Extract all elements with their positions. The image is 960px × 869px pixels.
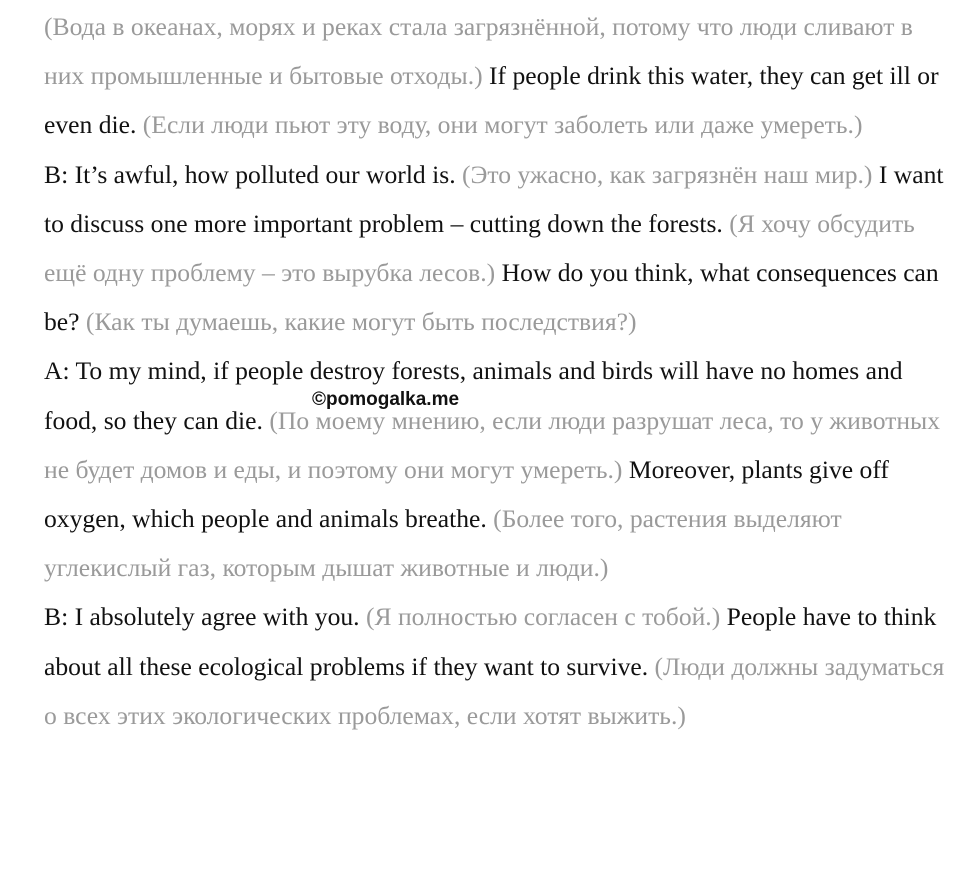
russian-translation: (Я хочу обсудить ещё одну проблему – это вырубка лесов.) bbox=[44, 208, 915, 288]
russian-translation: (По моему мнению, если люди разрушат леса, то у животных не будет домов и еды, и поэтому они могут умереть.) bbox=[44, 405, 941, 484]
english-text: If people drink this water, they can get ill or even die. bbox=[44, 61, 939, 140]
paragraph-a-destroy-forests bbox=[44, 346, 956, 592]
english-text: I want to discuss one more important problem – cutting down the forests. bbox=[44, 159, 944, 238]
russian-translation: (Более того, растения выделяют углекислый газ, которым дышат животные и люди.) bbox=[44, 504, 842, 583]
russian-translation: (Как ты думаешь, какие могут быть последствия?) bbox=[79, 307, 637, 337]
english-text: B: I absolutely agree with you. bbox=[44, 602, 360, 632]
document-body bbox=[44, 2, 956, 740]
russian-translation: (Люди должны задуматься о всех этих экологических проблемах, если хотят выжить.) bbox=[44, 651, 945, 730]
english-text: B: It’s awful, how polluted our world is. bbox=[44, 159, 456, 189]
paragraph-water-pollution bbox=[44, 2, 956, 150]
russian-translation: (Вода в океанах, морях и реках стала загрязнённой, потому что люди сливают в них промышленные и бытовые отходы.) bbox=[44, 12, 913, 91]
english-text: People have to think about all these ecological problems if they want to survive. bbox=[44, 602, 937, 681]
english-text: Moreover, plants give off oxygen, which people and animals breathe. bbox=[44, 454, 889, 534]
watermark: ©pomogalka.me bbox=[312, 389, 460, 410]
russian-translation: (Если люди пьют эту воду, они могут заболеть или даже умереть.) bbox=[136, 110, 863, 140]
russian-translation: (Это ужасно, как загрязнён наш мир.) bbox=[455, 159, 873, 189]
russian-translation: (Я полностью согласен с тобой.) bbox=[359, 602, 721, 632]
paragraph-b-forests bbox=[44, 150, 956, 347]
paragraph-b-agree bbox=[44, 592, 956, 740]
english-text: How do you think, what consequences can be? bbox=[44, 258, 939, 337]
english-text: A: To my mind, if people destroy forests, animals and birds will have no homes and food, so they can die. bbox=[44, 356, 903, 435]
